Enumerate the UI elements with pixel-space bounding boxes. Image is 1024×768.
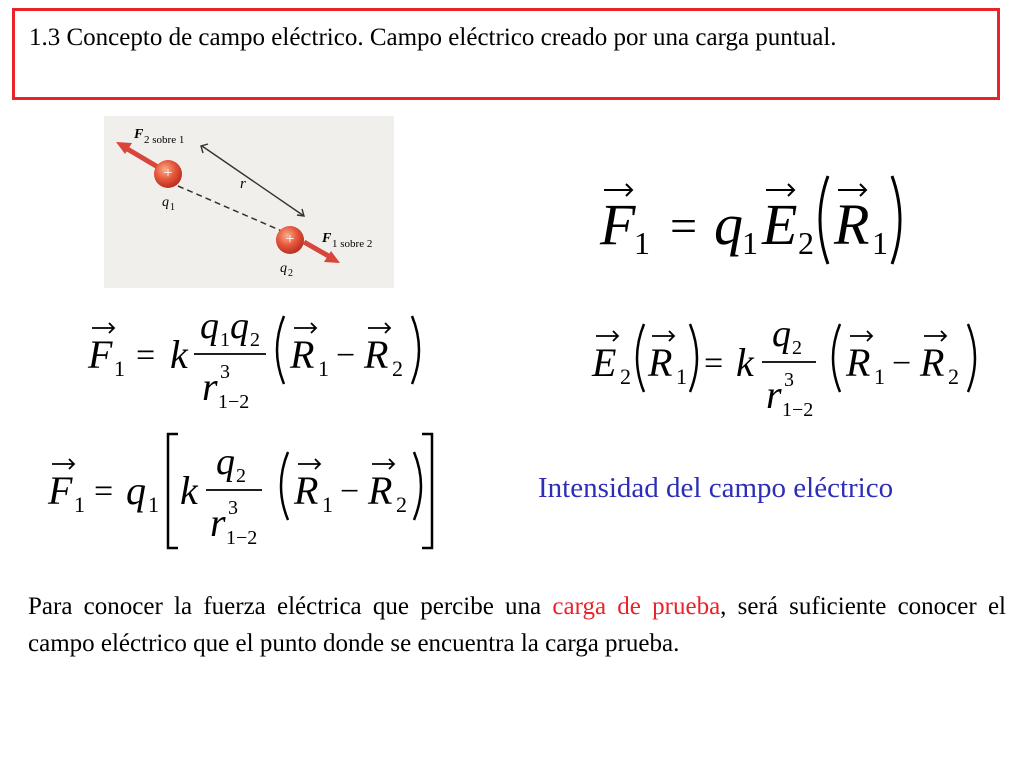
- eq3-R1: R: [846, 340, 871, 385]
- eq4-R2-sub: 2: [396, 492, 407, 517]
- eq3-R-sub: 1: [676, 364, 687, 389]
- eq3-q-sub: 2: [792, 337, 802, 359]
- equation-coulomb: [86, 306, 436, 416]
- eq2-R2-sub: 2: [392, 356, 403, 381]
- field-intensity-label: Intensidad del campo eléctrico: [538, 472, 894, 504]
- dashed-connector: [178, 186, 284, 232]
- charge-1-label: q: [162, 195, 169, 210]
- eq4-q1-sub: 1: [148, 492, 159, 517]
- eq3-minus: −: [892, 345, 912, 382]
- eq3-R2-sub: 2: [948, 364, 959, 389]
- eq3-R2: R: [920, 340, 945, 385]
- eq4-q2: q: [216, 441, 235, 483]
- eq4-cube: 3: [228, 497, 238, 519]
- eq1-equals: =: [670, 200, 698, 253]
- eq2-cube: 3: [220, 361, 230, 383]
- distance-label: r: [240, 176, 246, 192]
- slide-title: [12, 8, 1000, 100]
- eq4-q1: q: [126, 468, 146, 513]
- explanation-paragraph: [28, 588, 1006, 662]
- eq2-q2: q: [230, 306, 249, 347]
- force-1-sub: 2 sobre 1: [144, 134, 185, 146]
- eq4-minus: −: [340, 473, 360, 510]
- eq1-R-sub: 1: [872, 225, 888, 261]
- eq2-F-sub: 1: [114, 356, 125, 381]
- eq3-equals: =: [704, 345, 724, 382]
- paragraph-text-start: Para conocer la fuerza eléctrica que percibe una: [28, 593, 553, 620]
- eq2-minus: −: [336, 337, 356, 374]
- eq4-R1: R: [294, 468, 319, 513]
- charge-2-sub: 2: [288, 268, 293, 279]
- charge-1-sub: 1: [170, 202, 175, 213]
- eq3-r-sub: 1−2: [782, 399, 814, 421]
- force-2-sub: 1 sobre 2: [332, 238, 373, 250]
- eq4-F-sub: 1: [74, 492, 85, 517]
- eq4-F: F: [48, 468, 73, 513]
- eq3-R1-sub: 1: [874, 364, 885, 389]
- equation-force-field: [590, 170, 910, 270]
- eq1-R: R: [834, 192, 870, 257]
- charge-1-sign: +: [163, 165, 173, 182]
- force-2-label: F: [322, 231, 332, 246]
- eq2-R1-sub: 1: [318, 356, 329, 381]
- charge-2-sign: +: [285, 231, 295, 248]
- eq2-r-sub: 1−2: [218, 391, 250, 413]
- eq3-q: q: [772, 314, 791, 355]
- eq2-F: F: [88, 332, 113, 377]
- eq2-R2: R: [364, 332, 389, 377]
- slide-title-text: 1.3 Concepto de campo eléctrico. Campo eléctrico creado por una carga puntual.: [29, 24, 837, 51]
- eq3-E-sub: 2: [620, 364, 631, 389]
- eq3-k: k: [736, 340, 754, 385]
- eq3-cube: 3: [784, 369, 794, 391]
- eq1-q-sub: 1: [742, 225, 758, 261]
- force-1-label: F: [134, 127, 144, 142]
- eq4-R2: R: [368, 468, 393, 513]
- eq1-E: E: [762, 192, 798, 257]
- eq3-E: E: [592, 340, 617, 385]
- charge-2-label: q: [280, 261, 287, 276]
- test-charge-highlight: carga de prueba: [552, 593, 721, 620]
- equation-force-bracket: [30, 428, 440, 558]
- eq2-equals: =: [136, 337, 156, 374]
- paragraph-text-end: , será suficiente conocer el campo eléctrico que el punto donde se encuentra la carga prueba.: [28, 593, 1006, 657]
- eq4-equals: =: [94, 473, 114, 510]
- distance-arrow: [202, 146, 304, 216]
- eq2-r: r: [202, 364, 218, 409]
- eq2-R1: R: [290, 332, 315, 377]
- eq4-r: r: [210, 500, 226, 545]
- equation-field: [590, 314, 990, 424]
- eq2-q2-sub: 2: [250, 329, 260, 351]
- charges-figure: [104, 116, 394, 288]
- eq2-q1-sub: 1: [220, 329, 230, 351]
- eq3-R: R: [648, 340, 673, 385]
- eq4-q2-sub: 2: [236, 465, 246, 487]
- eq4-r-sub: 1−2: [226, 527, 258, 549]
- eq1-q: q: [714, 192, 743, 257]
- eq4-k: k: [180, 468, 198, 513]
- eq1-F-sub: 1: [634, 225, 650, 261]
- eq2-q1: q: [200, 306, 219, 347]
- eq1-E-sub: 2: [798, 225, 814, 261]
- eq3-r: r: [766, 372, 782, 417]
- charges-figure-drawing: [104, 116, 394, 288]
- eq1-F: F: [600, 192, 636, 257]
- eq2-k: k: [170, 332, 188, 377]
- eq4-R1-sub: 1: [322, 492, 333, 517]
